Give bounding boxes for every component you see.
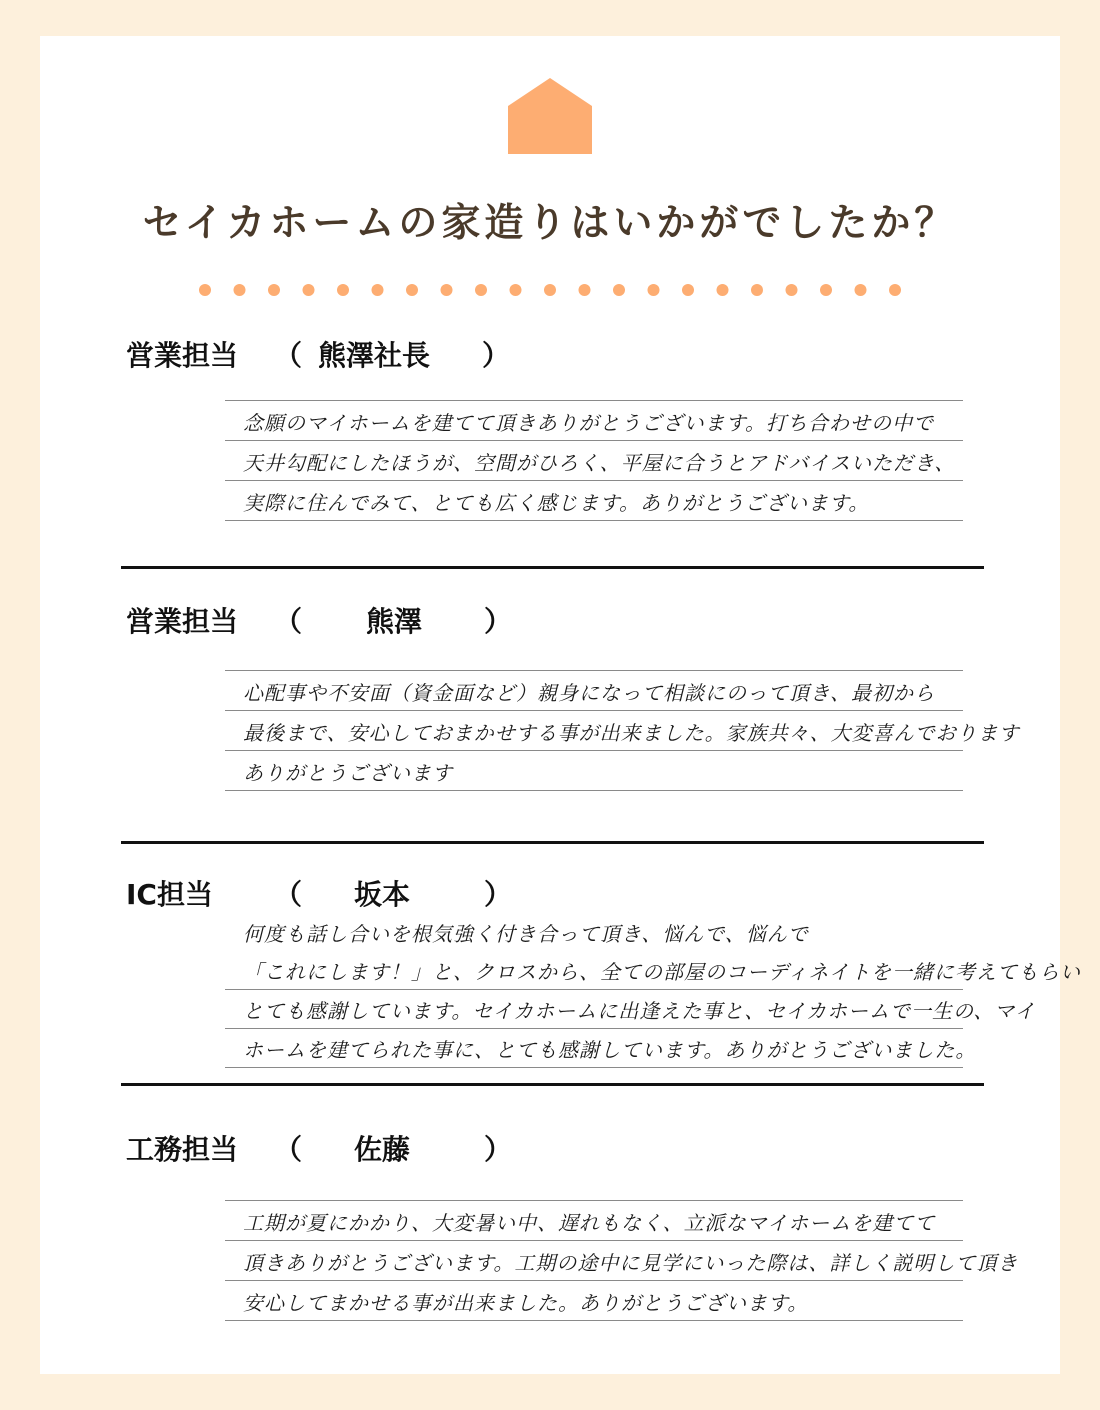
comment-lines — [225, 913, 1081, 1068]
section-ic-header — [126, 873, 513, 913]
comment-line — [225, 400, 963, 441]
divider-dot — [372, 284, 384, 296]
person-name: 坂本 — [354, 878, 411, 911]
divider-dot — [544, 284, 556, 296]
comment-lines — [225, 670, 1020, 791]
open-paren: （ — [274, 605, 303, 638]
comment-line — [225, 951, 1081, 990]
divider-dot — [786, 284, 798, 296]
divider-dot — [682, 284, 694, 296]
section-divider — [121, 841, 984, 844]
comment-line — [225, 1200, 963, 1241]
comment-line — [225, 441, 963, 481]
handwritten-text: 心配事や不安面（資金面など）親身になって相談にのって頂き、最初から — [243, 681, 935, 705]
card — [40, 36, 1081, 1374]
section-sales-president-header — [126, 334, 511, 374]
comment-line — [225, 1281, 963, 1321]
open-paren: （ — [274, 878, 303, 911]
close-paren: ） — [484, 878, 513, 911]
open-paren: （ — [274, 339, 303, 372]
close-paren: ） — [484, 605, 513, 638]
comment-line — [225, 670, 963, 711]
comment-line — [225, 751, 963, 791]
house-icon — [508, 78, 592, 154]
dotted-divider — [198, 283, 902, 297]
divider-dot — [234, 284, 246, 296]
page-title: セイカホームの家造りはいかがでしたか？ — [142, 201, 958, 246]
role-label: 営業担当 — [126, 605, 239, 638]
person-name: 熊澤社長 — [318, 339, 431, 372]
role-label: 営業担当 — [126, 339, 239, 372]
handwritten-text: 念願のマイホームを建てて頂きありがとうございます。打ち合わせの中で — [243, 411, 934, 435]
handwritten-text: とても感謝しています。セイカホームに出逢えた事と、セイカホームで一生の、マイ — [243, 999, 1036, 1023]
comment-line — [225, 711, 1020, 751]
divider-dot — [268, 284, 280, 296]
divider-dot — [510, 284, 522, 296]
handwritten-text: 何度も話し合いを根気強く付き合って頂き、悩んで、悩んで — [243, 922, 809, 946]
comment-line — [225, 990, 1036, 1029]
handwritten-text: 天井勾配にしたほうが、空間がひろく、平屋に合うとアドバイスいただき、 — [243, 451, 956, 475]
handwritten-text: ホームを建てられた事に、とても感謝しています。ありがとうございました。 — [243, 1038, 977, 1062]
person-name: 佐藤 — [354, 1133, 411, 1166]
person-name: 熊澤 — [366, 605, 423, 638]
role-label: 工務担当 — [126, 1133, 239, 1166]
divider-dot — [406, 284, 418, 296]
section-divider — [121, 1083, 984, 1086]
divider-dot — [199, 284, 211, 296]
divider-dot — [441, 284, 453, 296]
divider-dot — [717, 284, 729, 296]
role-label: IC担当 — [126, 878, 213, 911]
close-paren: ） — [484, 1133, 513, 1166]
comment-lines — [225, 400, 963, 521]
handwritten-text: 頂きありがとうございます。工期の途中に見学にいった際は、詳しく説明して頂き — [243, 1251, 1019, 1275]
section-sales-header — [126, 600, 513, 640]
divider-dot — [579, 284, 591, 296]
comment-line — [225, 913, 963, 951]
divider-dot — [889, 284, 901, 296]
comment-line — [225, 481, 963, 521]
section-divider — [121, 566, 984, 569]
divider-dot — [751, 284, 763, 296]
handwritten-text: 実際に住んでみて、とても広く感じます。ありがとうございます。 — [243, 491, 870, 515]
handwritten-text: 最後まで、安心しておまかせする事が出来ました。家族共々、大変喜んでおります — [243, 721, 1020, 745]
handwritten-text: 工期が夏にかかり、大変暑い中、遅れもなく、立派なマイホームを建てて — [243, 1211, 936, 1235]
handwritten-text: 「これにします！」と、クロスから、全ての部屋のコーディネイトを一緒に考えてもらい — [243, 960, 1081, 984]
handwritten-text: 安心してまかせる事が出来ました。ありがとうございます。 — [243, 1291, 809, 1315]
close-paren: ） — [482, 339, 511, 372]
open-paren: （ — [274, 1133, 303, 1166]
divider-dot — [337, 284, 349, 296]
comment-lines — [225, 1200, 1019, 1321]
section-construction-header — [126, 1128, 513, 1168]
comment-line — [225, 1029, 977, 1068]
divider-dot — [648, 284, 660, 296]
divider-dot — [303, 284, 315, 296]
divider-dot — [613, 284, 625, 296]
divider-dot — [475, 284, 487, 296]
divider-dot — [820, 284, 832, 296]
divider-dot — [855, 284, 867, 296]
comment-line — [225, 1241, 1019, 1281]
handwritten-text: ありがとうございます — [243, 761, 453, 785]
